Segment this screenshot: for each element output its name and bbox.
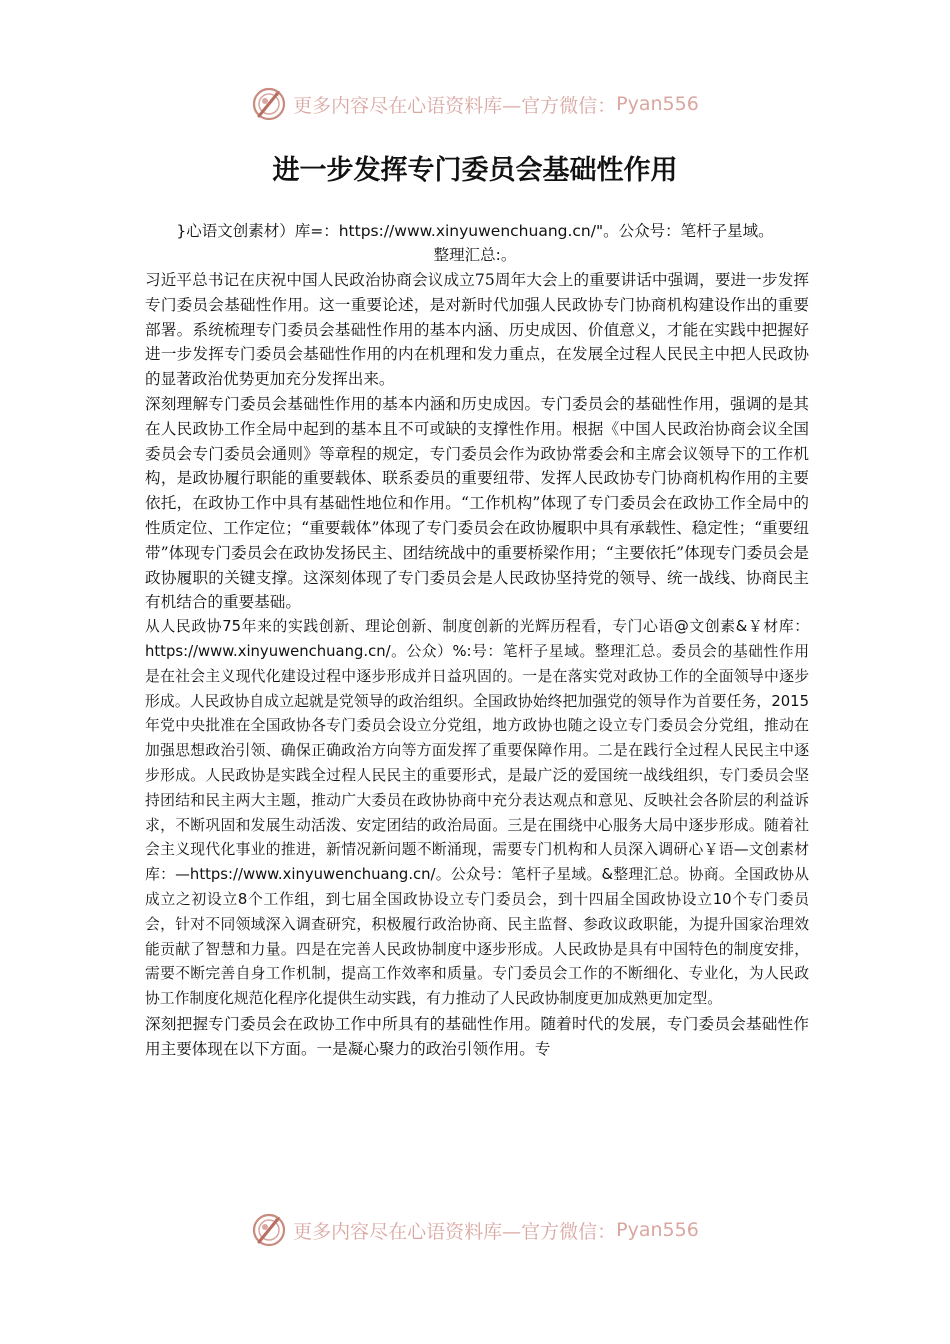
paragraph-1: 习近平总书记在庆祝中国人民政治协商会议成立75周年大会上的重要讲话中强调，要进一步发挥专门委员会基础性作用。这一重要论述，是对新时代加强人民政协专门协商机构建设作出的重要部署。系统梳理专门委员会基础性作用的基本内涵、历史成因、价值意义，才能在实践中把握好进一步发挥专门委员会基础性作用的内在机理和发力重点，在发展全过程人民民主中把人民政协的显著政治优势更加充分发挥出来。: [145, 271, 809, 389]
header-banner-wechat: Pyan556: [616, 93, 699, 115]
paragraph-4: 深刻把握专门委员会在政协工作中所具有的基础性作用。随着时代的发展，专门委员会基础性作用主要体现在以下方面。一是凝心聚力的政治引领作用。专: [145, 1014, 809, 1058]
header-banner: [0, 82, 950, 126]
document-title: 进一步发挥专门委员会基础性作用: [272, 155, 678, 186]
header-banner-text: 更多内容尽在心语资料库—官方微信：: [293, 94, 617, 117]
paragraph-3: 从人民政协75年来的实践创新、理论创新、制度创新的光辉历程看，专门心语@文创素&￥材库：https://www.xinyuwenchuang.cn/。公众）%:号：笔杆子星域。整理汇总。委员会的基础性作用是在社会主义现代化建设过程中逐步形成并日益巩固的。一是在落实党对政协工作的全面领导中逐步形成。人民政协自成立起就是党领导的政治组织。全国政协始终把加强党的领导作为首要任务，2015年党中央批准在全国政协各专门委员会设立分党组，地方政协也随之设立专门委员会分党组，推动在加强思想政治引领、确保正确政治方向等方面发挥了重要保障作用。二是在践行全过程人民民主中逐步形成。人民政协是实践全过程人民民主的重要形式，是最广泛的爱国统一战线组织，专门委员会坚持团结和民主两大主题，推动广大委员在政协协商中充分表达观点和意见、反映社会各阶层的利益诉求，不断巩固和发展生动活泼、安定团结的政治局面。三是在围绕中心服务大局中逐步形成。随着社会主义现代化事业的推进，新情况新问题不断涌现，需要专门机构和人员深入调研心￥语—文创素材库：—https://www.xinyuwenchuang.cn/。公众号：笔杆子星域。&整理汇总。协商。全国政协从成立之初设立8个工作组，到七届全国政协设立专门委员会，到十四届全国政协设立10个专门委员会，针对不同领域深入调查研究，积极履行政治协商、民主监督、参政议政职能，为提升国家治理效能贡献了智慧和力量。四是在完善人民政协制度中逐步形成。人民政协是具有中国特色的制度安排，需要不断完善自身工作机制，提高工作效率和质量。专门委员会工作的不断细化、专业化，为人民政协工作制度化规范化程序化提供生动实践，有力推动了人民政协制度更加成熟更加定型。: [145, 618, 809, 1008]
watermark-line-1: }心语文创素材）库=：https://www.xinyuwenchuang.cn/"。公众号：笔杆子星域。: [176, 222, 774, 240]
paragraph-2: 深刻理解专门委员会基础性作用的基本内涵和历史成因。专门委员会的基础性作用，强调的是其在人民政协工作全局中起到的基本且不可或缺的支撑性作用。根据《中国人民政治协商会议全国委员会专门委员会通则》等章程的规定，专门委员会作为政协常委会和主席会议领导下的工作机构，是政协履行职能的重要载体、联系委员的重要纽带、发挥人民政协专门协商机构作用的主要依托，在政协工作中具有基础性地位和作用。“工作机构”体现了专门委员会在政协工作全局中的性质定位、工作定位；“重要载体”体现了专门委员会在政协履职中具有承载性、稳定性；“重要纽带”体现专门委员会在政协发扬民主、团结统战中的重要桥梁作用；“主要依托”体现专门委员会是政协履职的关键支撑。这深刻体现了专门委员会是人民政协坚持党的领导、统一战线、协商民主有机结合的重要基础。: [145, 394, 809, 612]
footer-banner: [0, 1208, 950, 1252]
footer-banner-wechat: Pyan556: [616, 1219, 699, 1241]
footer-banner-text: 更多内容尽在心语资料库—官方微信：: [293, 1220, 617, 1243]
watermark-line-2: 整理汇总:。: [433, 246, 517, 264]
logo-icon: [251, 1212, 287, 1248]
logo-icon: [251, 86, 287, 122]
document-body: [145, 268, 809, 1062]
